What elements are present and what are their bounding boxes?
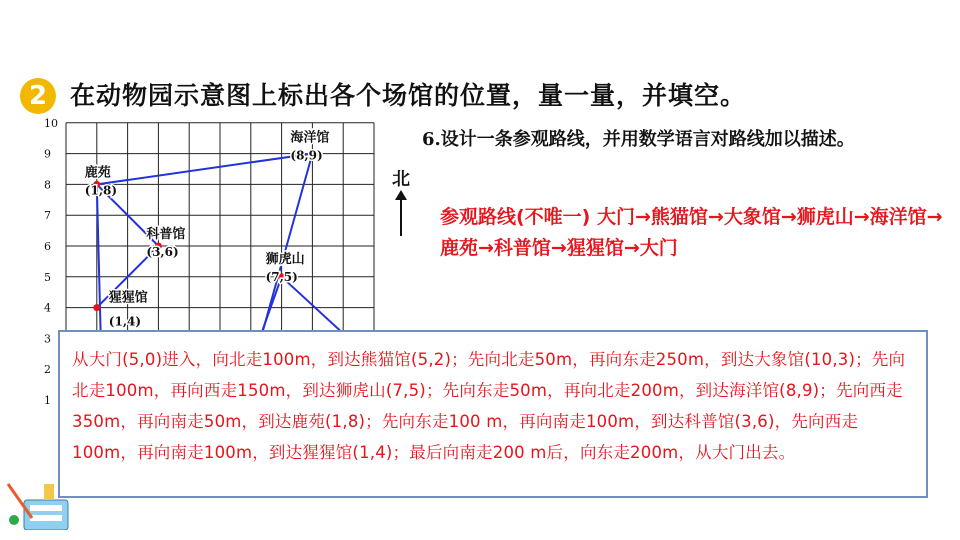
y-tick-label: 6: [44, 240, 51, 253]
y-tick-label: 7: [44, 209, 51, 223]
y-tick-label: 3: [44, 332, 51, 346]
venue-name-label: 狮虎山: [265, 251, 305, 267]
route-segment: [97, 154, 313, 185]
y-tick-label: 5: [44, 270, 51, 284]
venue-coord-label: (8,9): [290, 148, 323, 163]
north-arrow-icon: [394, 190, 408, 236]
venue-coord-label: (1,8): [84, 183, 118, 198]
y-tick-label: 8: [44, 178, 51, 192]
question-6-text: 6.设计一条参观路线，并用数学语言对路线加以描述。: [422, 129, 855, 150]
y-tick-label: 10: [44, 116, 58, 130]
venue-coord-label: (3,6): [146, 245, 179, 259]
bottom-bar: [0, 530, 960, 540]
venue-name-label: 鹿苑: [84, 165, 111, 181]
venue-name-label: 猩猩馆: [108, 290, 148, 306]
y-axis-ticks: [44, 117, 58, 407]
venue-coord-label: (1,4): [108, 314, 142, 329]
route-description-text: 从大门(5,0)进入，向北走100m，到达熊猫馆(5,2)；先向北走50m，再向东走250m，到达大象馆(10,3)；先向北走100m，再向西走150m，到达狮虎山(7,5)；先向东走50m，再向北走200m，到达海洋馆(8,9)；先向西走350m，再向南走50m，到达鹿苑(1,8)；先向东走100 m，再向南走100m，到达科普馆(3,6)，先向西走100m，再向南走100m，到达猩猩馆(1,4)；最后向南走200 m后，向东走200m，从大门出去。: [72, 350, 906, 462]
y-tick-label: 9: [44, 147, 51, 161]
venue-name-label: 科普馆: [146, 227, 186, 242]
route-answer-text: 参观路线(不唯一) 大门→熊猫馆→大象馆→狮虎山→海洋馆→鹿苑→科普馆→猩猩馆→大门: [440, 206, 943, 259]
venue-point: [93, 304, 100, 311]
venue-coord-label: (7,5): [265, 269, 298, 284]
north-label: 北: [392, 169, 410, 190]
y-tick-label: 1: [44, 394, 51, 407]
stationery-decoration-icon: [2, 478, 78, 534]
question-heading: 在动物园示意图上标出各个场馆的位置，量一量，并填空。: [70, 81, 747, 110]
y-tick-label: 4: [44, 301, 51, 315]
venue-labels: [85, 130, 330, 329]
question-number-badge: 2: [20, 78, 56, 114]
venue-name-label: 海洋馆: [290, 130, 330, 146]
venue-points: [93, 150, 316, 311]
route-description-box: [58, 330, 928, 498]
y-tick-label: 2: [44, 363, 51, 377]
